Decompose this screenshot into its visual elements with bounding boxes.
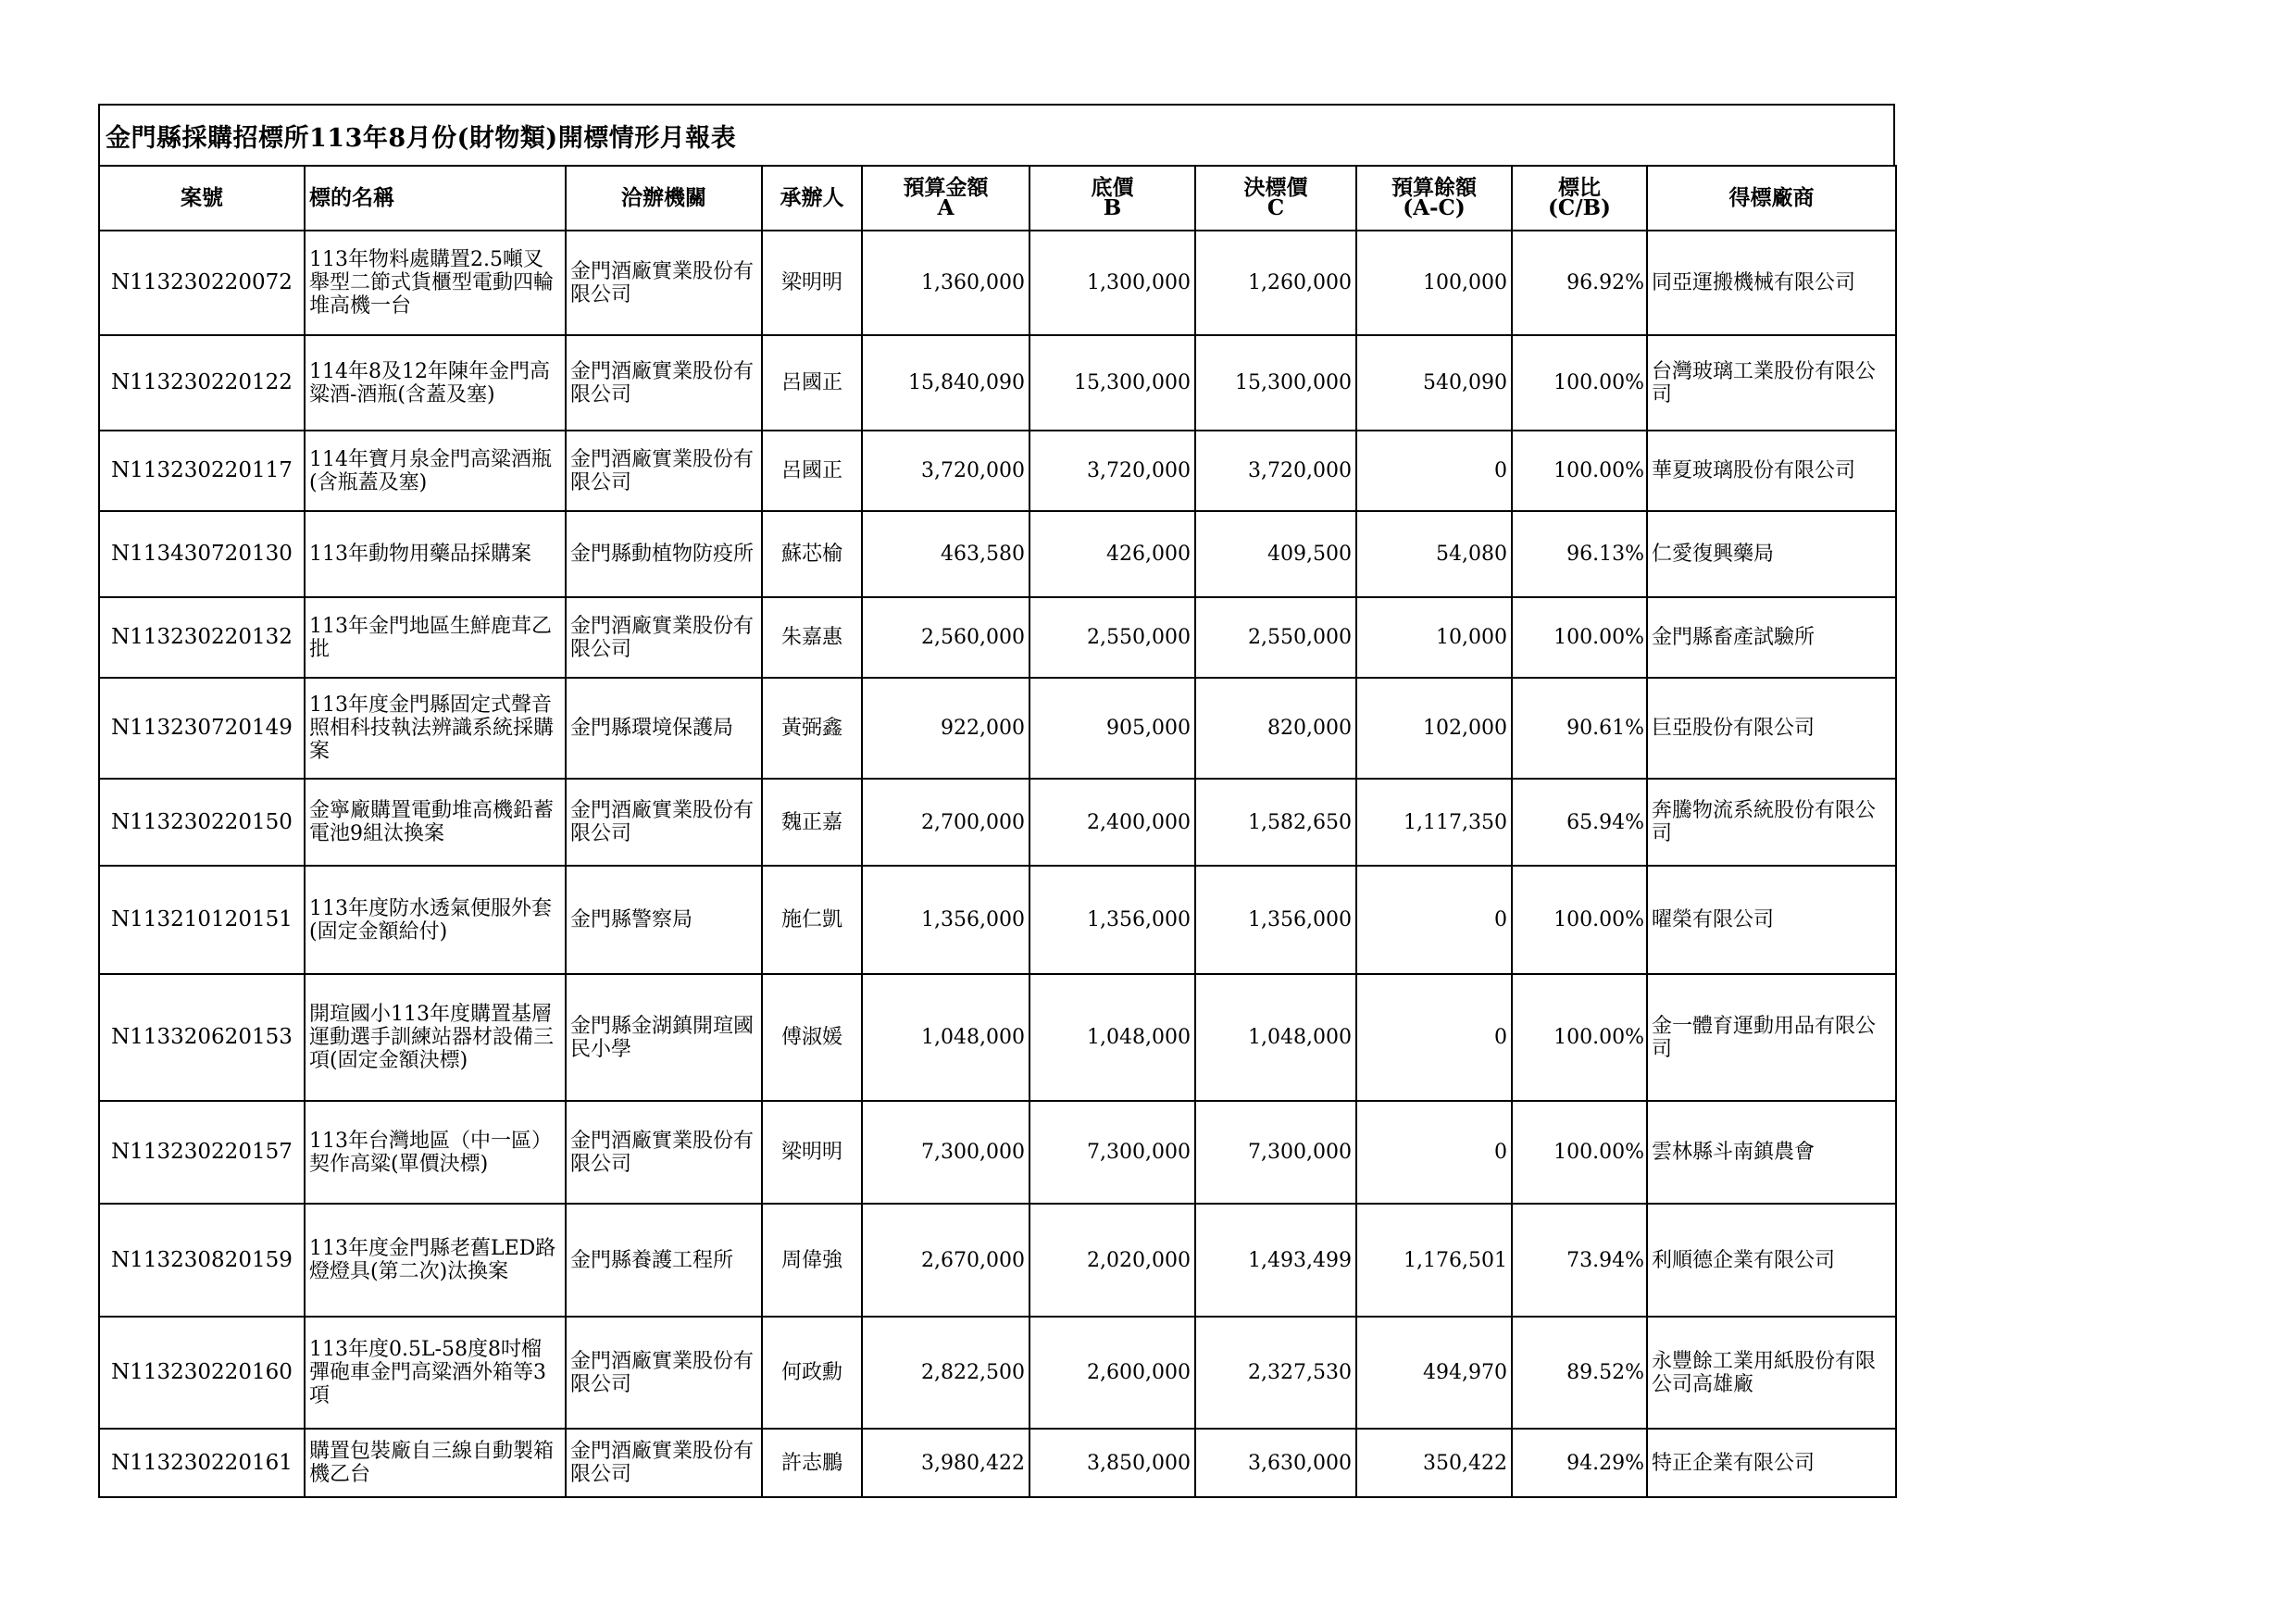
- cell-agency: 金門酒廠實業股份有限公司: [566, 1101, 762, 1204]
- cell-agency: 金門酒廠實業股份有限公司: [566, 1317, 762, 1429]
- report-sheet: [98, 104, 1895, 1498]
- cell-subject: 113年度0.5L-58度8吋榴彈砲車金門高粱酒外箱等3項: [305, 1317, 566, 1429]
- cell-balance: 540,090: [1356, 335, 1512, 431]
- cell-balance: 494,970: [1356, 1317, 1512, 1429]
- cell-agency: 金門酒廠實業股份有限公司: [566, 431, 762, 511]
- cell-budget: 3,720,000: [862, 431, 1029, 511]
- cell-vendor: 金一體育運動用品有限公司: [1647, 974, 1896, 1101]
- table-row: [99, 1429, 1896, 1497]
- cell-balance: 10,000: [1356, 597, 1512, 678]
- cell-ratio: 100.00%: [1512, 1101, 1647, 1204]
- cell-case-no: N113320620153: [99, 974, 305, 1101]
- cell-subject: 開瑄國小113年度購置基層運動選手訓練站器材設備三項(固定金額決標): [305, 974, 566, 1101]
- cell-reserve: 3,850,000: [1029, 1429, 1195, 1497]
- cell-reserve: 1,356,000: [1029, 866, 1195, 974]
- cell-balance: 350,422: [1356, 1429, 1512, 1497]
- cell-balance: 100,000: [1356, 231, 1512, 335]
- cell-budget: 7,300,000: [862, 1101, 1029, 1204]
- cell-agency: 金門酒廠實業股份有限公司: [566, 231, 762, 335]
- cell-award: 3,630,000: [1195, 1429, 1356, 1497]
- cell-case-no: N113230220160: [99, 1317, 305, 1429]
- table-row: [99, 974, 1896, 1101]
- table-row: [99, 431, 1896, 511]
- bid-table: [98, 165, 1897, 1498]
- cell-budget: 2,700,000: [862, 779, 1029, 866]
- header-subject: 標的名稱: [305, 166, 566, 231]
- cell-subject: 113年度金門縣固定式聲音照相科技執法辨識系統採購案: [305, 678, 566, 779]
- cell-handler: 周偉強: [762, 1204, 862, 1317]
- cell-budget: 3,980,422: [862, 1429, 1029, 1497]
- cell-agency: 金門縣環境保護局: [566, 678, 762, 779]
- cell-subject: 金寧廠購置電動堆高機鉛蓄電池9組汰換案: [305, 779, 566, 866]
- cell-agency: 金門縣金湖鎮開瑄國民小學: [566, 974, 762, 1101]
- cell-balance: 102,000: [1356, 678, 1512, 779]
- cell-agency: 金門縣警察局: [566, 866, 762, 974]
- cell-handler: 梁明明: [762, 231, 862, 335]
- cell-balance: 54,080: [1356, 511, 1512, 597]
- header-row: [99, 166, 1896, 231]
- cell-subject: 113年度金門縣老舊LED路燈燈具(第二次)汰換案: [305, 1204, 566, 1317]
- cell-handler: 呂國正: [762, 335, 862, 431]
- cell-reserve: 905,000: [1029, 678, 1195, 779]
- cell-award: 820,000: [1195, 678, 1356, 779]
- cell-subject: 113年物料處購置2.5噸叉舉型二節式貨櫃型電動四輪堆高機一台: [305, 231, 566, 335]
- table-row: [99, 1101, 1896, 1204]
- cell-ratio: 100.00%: [1512, 431, 1647, 511]
- cell-budget: 1,356,000: [862, 866, 1029, 974]
- cell-ratio: 100.00%: [1512, 866, 1647, 974]
- cell-case-no: N113210120151: [99, 866, 305, 974]
- cell-case-no: N113230220122: [99, 335, 305, 431]
- table-row: [99, 779, 1896, 866]
- table-row: [99, 335, 1896, 431]
- cell-case-no: N113230220117: [99, 431, 305, 511]
- cell-reserve: 2,020,000: [1029, 1204, 1195, 1317]
- header-ratio: 標比 (C/B): [1512, 166, 1647, 231]
- cell-subject: 113年台灣地區（中一區）契作高粱(單價決標): [305, 1101, 566, 1204]
- cell-balance: 0: [1356, 866, 1512, 974]
- table-row: [99, 1317, 1896, 1429]
- cell-subject: 114年寶月泉金門高粱酒瓶(含瓶蓋及塞): [305, 431, 566, 511]
- cell-reserve: 1,048,000: [1029, 974, 1195, 1101]
- cell-handler: 黃弼鑫: [762, 678, 862, 779]
- cell-ratio: 100.00%: [1512, 597, 1647, 678]
- cell-balance: 1,176,501: [1356, 1204, 1512, 1317]
- cell-agency: 金門酒廠實業股份有限公司: [566, 779, 762, 866]
- cell-reserve: 426,000: [1029, 511, 1195, 597]
- cell-agency: 金門縣動植物防疫所: [566, 511, 762, 597]
- cell-ratio: 89.52%: [1512, 1317, 1647, 1429]
- cell-award: 7,300,000: [1195, 1101, 1356, 1204]
- cell-budget: 15,840,090: [862, 335, 1029, 431]
- cell-budget: 922,000: [862, 678, 1029, 779]
- cell-award: 1,048,000: [1195, 974, 1356, 1101]
- cell-vendor: 雲林縣斗南鎮農會: [1647, 1101, 1896, 1204]
- cell-subject: 113年度防水透氣便服外套(固定金額給付): [305, 866, 566, 974]
- cell-award: 409,500: [1195, 511, 1356, 597]
- cell-award: 1,356,000: [1195, 866, 1356, 974]
- cell-case-no: N113230820159: [99, 1204, 305, 1317]
- cell-vendor: 仁愛復興藥局: [1647, 511, 1896, 597]
- cell-balance: 0: [1356, 431, 1512, 511]
- cell-ratio: 65.94%: [1512, 779, 1647, 866]
- cell-case-no: N113230720149: [99, 678, 305, 779]
- cell-vendor: 華夏玻璃股份有限公司: [1647, 431, 1896, 511]
- cell-budget: 2,822,500: [862, 1317, 1029, 1429]
- cell-award: 1,260,000: [1195, 231, 1356, 335]
- header-case-no: 案號: [99, 166, 305, 231]
- cell-reserve: 2,400,000: [1029, 779, 1195, 866]
- cell-reserve: 15,300,000: [1029, 335, 1195, 431]
- cell-award: 2,550,000: [1195, 597, 1356, 678]
- cell-handler: 朱嘉惠: [762, 597, 862, 678]
- cell-reserve: 3,720,000: [1029, 431, 1195, 511]
- header-reserve: 底價 B: [1029, 166, 1195, 231]
- cell-vendor: 特正企業有限公司: [1647, 1429, 1896, 1497]
- cell-agency: 金門酒廠實業股份有限公司: [566, 335, 762, 431]
- cell-case-no: N113230220161: [99, 1429, 305, 1497]
- cell-vendor: 永豐餘工業用紙股份有限公司高雄廠: [1647, 1317, 1896, 1429]
- cell-award: 2,327,530: [1195, 1317, 1356, 1429]
- cell-agency: 金門酒廠實業股份有限公司: [566, 1429, 762, 1497]
- report-title: 金門縣採購招標所113年8月份(財物類)開標情形月報表: [98, 104, 1895, 165]
- cell-budget: 1,360,000: [862, 231, 1029, 335]
- cell-vendor: 巨亞股份有限公司: [1647, 678, 1896, 779]
- cell-vendor: 利順德企業有限公司: [1647, 1204, 1896, 1317]
- cell-handler: 梁明明: [762, 1101, 862, 1204]
- header-handler: 承辦人: [762, 166, 862, 231]
- table-row: [99, 511, 1896, 597]
- cell-handler: 蘇芯榆: [762, 511, 862, 597]
- table-row: [99, 866, 1896, 974]
- cell-award: 1,493,499: [1195, 1204, 1356, 1317]
- cell-award: 3,720,000: [1195, 431, 1356, 511]
- header-agency: 洽辦機關: [566, 166, 762, 231]
- cell-subject: 114年8及12年陳年金門高粱酒-酒瓶(含蓋及塞): [305, 335, 566, 431]
- header-vendor: 得標廠商: [1647, 166, 1896, 231]
- cell-reserve: 7,300,000: [1029, 1101, 1195, 1204]
- cell-ratio: 90.61%: [1512, 678, 1647, 779]
- cell-vendor: 台灣玻璃工業股份有限公司: [1647, 335, 1896, 431]
- cell-ratio: 94.29%: [1512, 1429, 1647, 1497]
- cell-reserve: 2,600,000: [1029, 1317, 1195, 1429]
- cell-agency: 金門酒廠實業股份有限公司: [566, 597, 762, 678]
- cell-case-no: N113230220132: [99, 597, 305, 678]
- cell-vendor: 曜榮有限公司: [1647, 866, 1896, 974]
- cell-subject: 購置包裝廠自三線自動製箱機乙台: [305, 1429, 566, 1497]
- cell-handler: 何政勳: [762, 1317, 862, 1429]
- cell-budget: 2,560,000: [862, 597, 1029, 678]
- cell-vendor: 奔騰物流系統股份有限公司: [1647, 779, 1896, 866]
- cell-subject: 113年動物用藥品採購案: [305, 511, 566, 597]
- cell-handler: 傅淑媛: [762, 974, 862, 1101]
- cell-case-no: N113230220157: [99, 1101, 305, 1204]
- header-budget: 預算金額 A: [862, 166, 1029, 231]
- cell-handler: 許志鵬: [762, 1429, 862, 1497]
- header-balance: 預算餘額 (A-C): [1356, 166, 1512, 231]
- table-row: [99, 597, 1896, 678]
- table-row: [99, 1204, 1896, 1317]
- cell-budget: 1,048,000: [862, 974, 1029, 1101]
- cell-balance: 0: [1356, 1101, 1512, 1204]
- cell-reserve: 1,300,000: [1029, 231, 1195, 335]
- cell-vendor: 金門縣畜產試驗所: [1647, 597, 1896, 678]
- cell-budget: 2,670,000: [862, 1204, 1029, 1317]
- table-row: [99, 678, 1896, 779]
- table-row: [99, 231, 1896, 335]
- cell-ratio: 100.00%: [1512, 974, 1647, 1101]
- cell-ratio: 100.00%: [1512, 335, 1647, 431]
- cell-handler: 呂國正: [762, 431, 862, 511]
- cell-award: 15,300,000: [1195, 335, 1356, 431]
- cell-case-no: N113230220072: [99, 231, 305, 335]
- cell-ratio: 73.94%: [1512, 1204, 1647, 1317]
- cell-case-no: N113430720130: [99, 511, 305, 597]
- header-award: 決標價 C: [1195, 166, 1356, 231]
- cell-subject: 113年金門地區生鮮鹿茸乙批: [305, 597, 566, 678]
- cell-award: 1,582,650: [1195, 779, 1356, 866]
- cell-ratio: 96.13%: [1512, 511, 1647, 597]
- cell-balance: 0: [1356, 974, 1512, 1101]
- cell-reserve: 2,550,000: [1029, 597, 1195, 678]
- cell-vendor: 同亞運搬機械有限公司: [1647, 231, 1896, 335]
- cell-balance: 1,117,350: [1356, 779, 1512, 866]
- cell-handler: 魏正嘉: [762, 779, 862, 866]
- cell-handler: 施仁凱: [762, 866, 862, 974]
- cell-ratio: 96.92%: [1512, 231, 1647, 335]
- cell-case-no: N113230220150: [99, 779, 305, 866]
- cell-agency: 金門縣養護工程所: [566, 1204, 762, 1317]
- cell-budget: 463,580: [862, 511, 1029, 597]
